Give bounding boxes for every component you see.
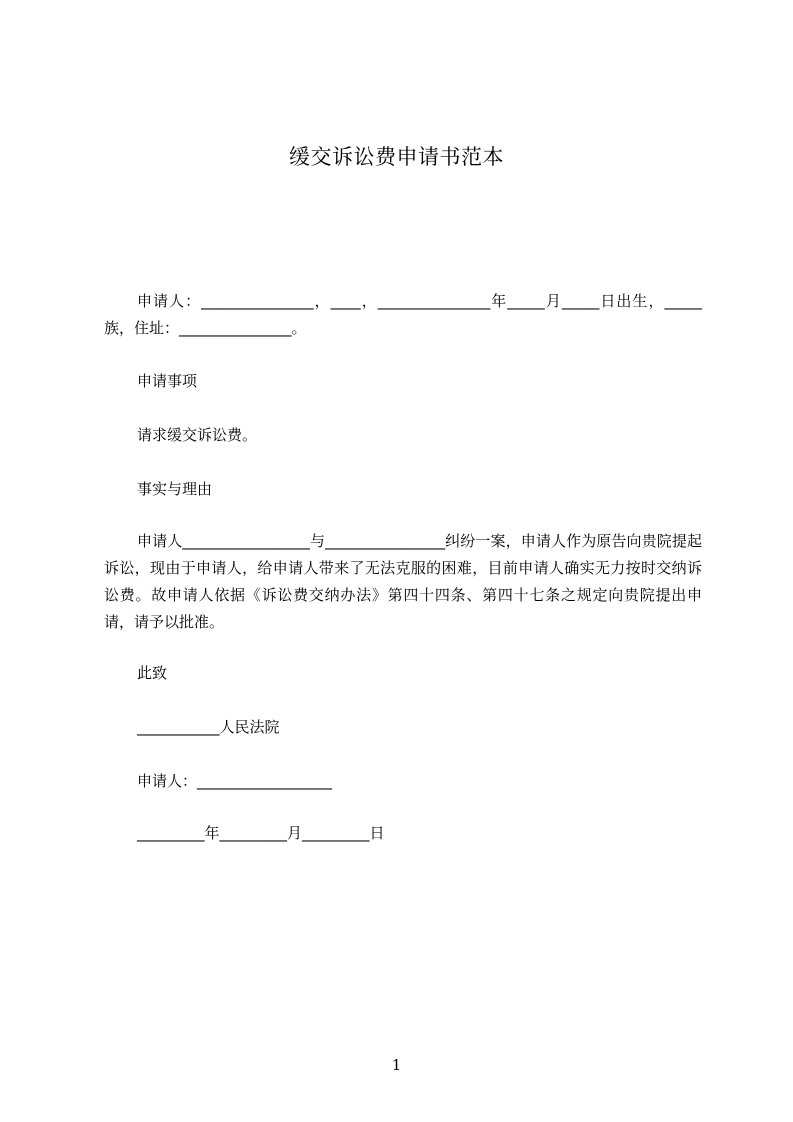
date-line: _________年_________月_________日 [137, 824, 385, 842]
court-line: ___________人民法院 [137, 718, 280, 736]
facts-paragraph: 申请人_________________与________________纠纷一案，申请人作为原告向贵院提起诉讼，现由于申请人，给申请人带来了无法克服的困难，目前申请人确实无力按时交纳诉讼费。故申请人依据《诉讼费交纳办法》第四十四条、第四十七条之规定向贵院提出申请，请予以批准。 [104, 532, 702, 631]
page-number: 1 [391, 1056, 402, 1074]
facts-section-heading: 事实与理由 [137, 480, 213, 498]
salutation: 此致 [137, 664, 168, 682]
request-section-heading: 申请事项 [137, 372, 198, 390]
document-title: 缓交诉讼费申请书范本 [289, 145, 504, 169]
request-text: 请求缓交诉讼费。 [137, 426, 258, 444]
signature-line: 申请人：__________________ [137, 772, 333, 790]
applicant-info-paragraph: 申请人：_______________，____，_______________年_____月_____日出生，_____族，住址：_______________。 [104, 292, 702, 337]
